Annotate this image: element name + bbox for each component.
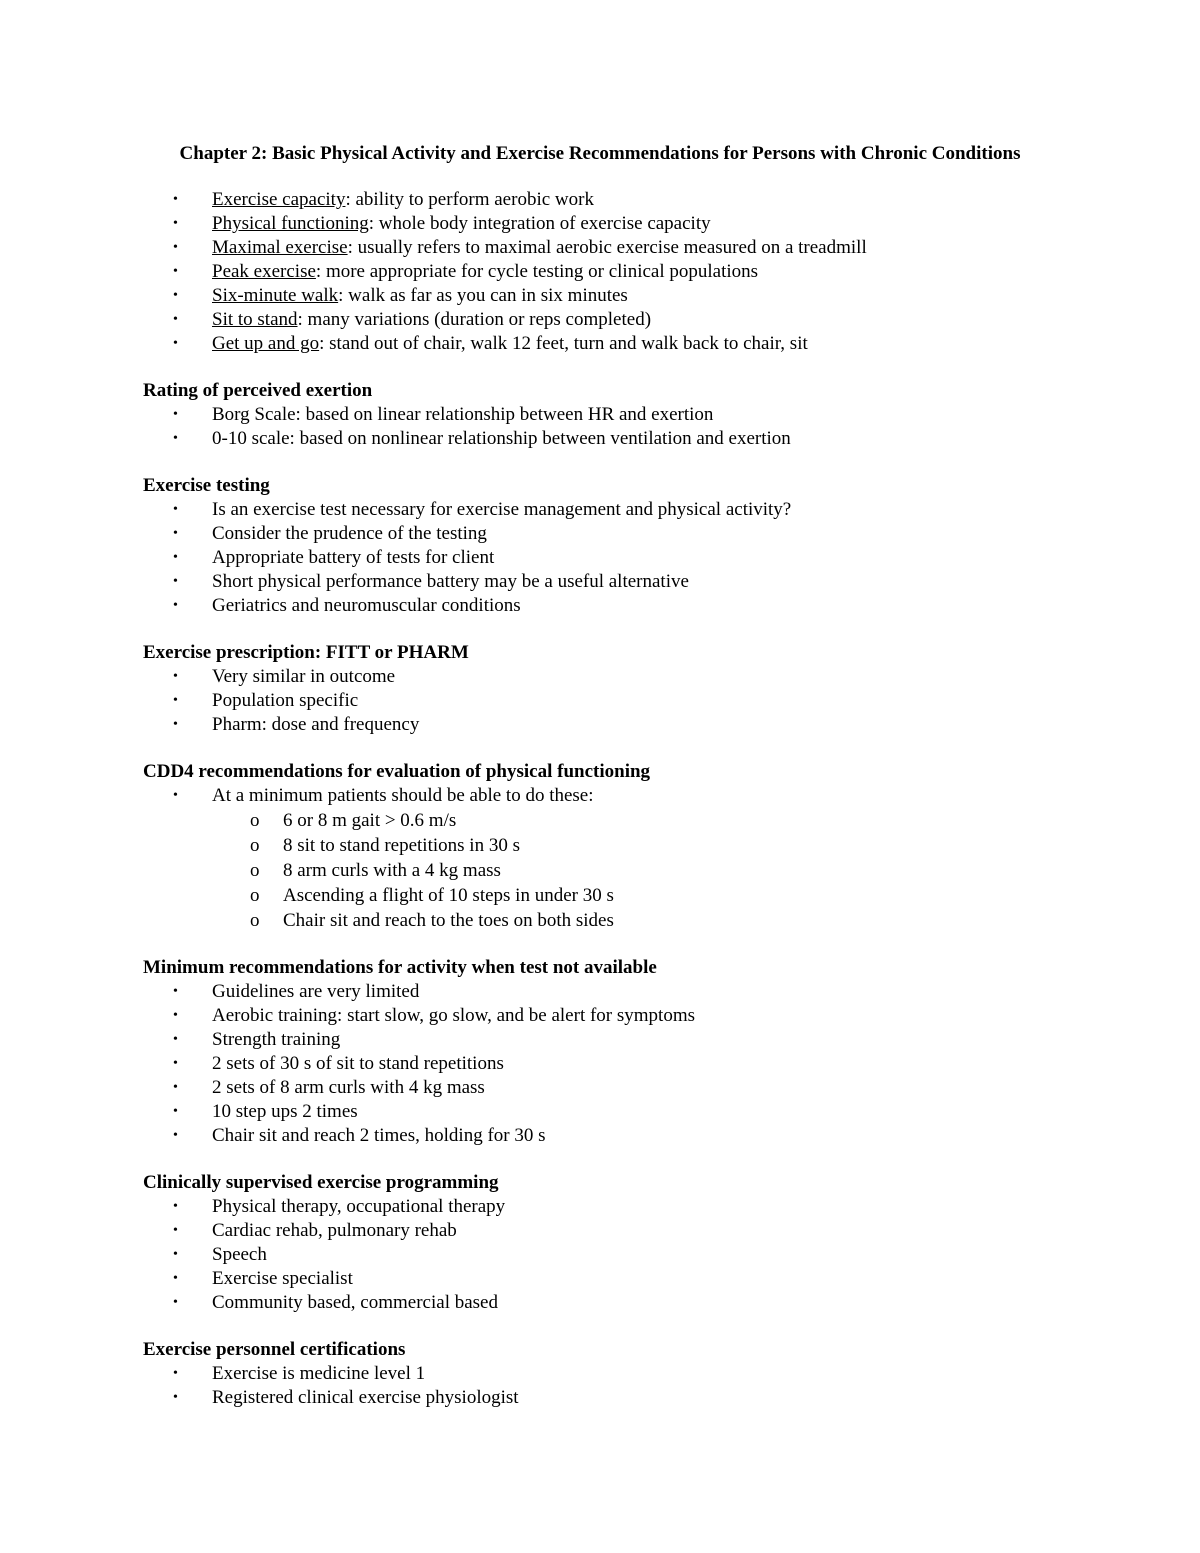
list-item-text: 2 sets of 30 s of sit to stand repetitions — [212, 1053, 504, 1074]
section-list — [143, 498, 1103, 618]
list-item-text: Geriatrics and neuromuscular conditions — [212, 595, 521, 616]
definition-term: Physical functioning — [212, 213, 369, 234]
list-item-text: Chair sit and reach 2 times, holding for 30 s — [212, 1125, 546, 1146]
list-item-text: Exercise specialist — [212, 1268, 353, 1289]
sub-list-item-text: 8 arm curls with a 4 kg mass — [283, 860, 501, 881]
list-item — [143, 1386, 1103, 1410]
bullet-icon: • — [173, 1199, 178, 1214]
sub-list-item — [143, 883, 1103, 908]
bullet-icon: • — [173, 1247, 178, 1262]
definition-text: : usually refers to maximal aerobic exercise measured on a treadmill — [347, 237, 867, 258]
section-heading: Exercise personnel certifications — [143, 1339, 406, 1360]
page-title: Chapter 2: Basic Physical Activity and Exercise Recommendations for Persons with Chronic Conditions — [179, 143, 1021, 164]
list-item — [143, 1124, 1103, 1148]
definitions-section — [143, 188, 1103, 356]
sub-list-item — [143, 908, 1103, 933]
list-item-text: At a minimum patients should be able to do these: — [212, 785, 594, 806]
sub-bullet-icon: o — [250, 860, 260, 881]
list-item — [143, 594, 1103, 618]
list-item — [143, 546, 1103, 570]
bullet-icon: • — [173, 288, 178, 303]
bullet-icon: • — [173, 336, 178, 351]
section-cdd4-recommendations — [143, 760, 1103, 933]
bullet-icon: • — [173, 788, 178, 803]
section-clinically-supervised — [143, 1171, 1103, 1315]
list-item-text: Is an exercise test necessary for exercise management and physical activity? — [212, 499, 792, 520]
list-item — [143, 689, 1103, 713]
document-page — [143, 142, 1103, 1433]
bullet-icon: • — [173, 1032, 178, 1047]
bullet-icon: • — [173, 669, 178, 684]
section-rating-perceived-exertion — [143, 379, 1103, 451]
section-heading: Minimum recommendations for activity when test not available — [143, 957, 657, 978]
bullet-icon: • — [173, 526, 178, 541]
list-item — [143, 1076, 1103, 1100]
definition-term: Get up and go — [212, 333, 320, 354]
section-list — [143, 665, 1103, 737]
sub-bullet-icon: o — [250, 885, 260, 906]
definition-term: Exercise capacity — [212, 189, 346, 210]
sub-list-item-text: Ascending a flight of 10 steps in under 30 s — [283, 885, 614, 906]
bullet-icon: • — [173, 693, 178, 708]
definition-term: Six-minute walk — [212, 285, 339, 306]
sub-bullet-icon: o — [250, 810, 260, 831]
list-item-text: 2 sets of 8 arm curls with 4 kg mass — [212, 1077, 485, 1098]
bullet-icon: • — [173, 264, 178, 279]
section-list — [143, 403, 1103, 451]
sub-list-item — [143, 833, 1103, 858]
section-heading: Exercise testing — [143, 475, 270, 496]
definition-text: : walk as far as you can in six minutes — [338, 285, 628, 306]
sub-list-item-text: Chair sit and reach to the toes on both sides — [283, 910, 614, 931]
bullet-icon: • — [173, 192, 178, 207]
bullet-icon: • — [173, 312, 178, 327]
sub-list-item — [143, 808, 1103, 833]
section-minimum-recommendations — [143, 956, 1103, 1148]
section-heading: Rating of perceived exertion — [143, 380, 373, 401]
bullet-icon: • — [173, 1128, 178, 1143]
list-item — [143, 1291, 1103, 1315]
bullet-icon: • — [173, 574, 178, 589]
section-exercise-testing — [143, 474, 1103, 618]
list-item — [143, 1219, 1103, 1243]
definition-text: : many variations (duration or reps completed) — [297, 309, 652, 330]
list-item-text: Guidelines are very limited — [212, 981, 420, 1002]
definition-term: Maximal exercise — [212, 237, 348, 258]
sub-bullet-icon: o — [250, 835, 260, 856]
definition-text: : stand out of chair, walk 12 feet, turn and walk back to chair, sit — [319, 333, 808, 354]
bullet-icon: • — [173, 1390, 178, 1405]
list-item — [143, 403, 1103, 427]
bullet-icon: • — [173, 598, 178, 613]
sub-list-item — [143, 858, 1103, 883]
list-item-text: Community based, commercial based — [212, 1292, 498, 1313]
list-item-text: Population specific — [212, 690, 359, 711]
definition-term: Peak exercise — [212, 261, 316, 282]
definition-text: : ability to perform aerobic work — [345, 189, 594, 210]
sub-bullet-icon: o — [250, 910, 260, 931]
list-item-text: Registered clinical exercise physiologist — [212, 1387, 519, 1408]
list-item-text: Pharm: dose and frequency — [212, 714, 420, 735]
bullet-icon: • — [173, 1295, 178, 1310]
list-item — [143, 713, 1103, 737]
list-item-text: Very similar in outcome — [212, 666, 396, 687]
definition-item — [143, 236, 1103, 260]
list-item — [143, 1362, 1103, 1386]
sub-list-item-text: 6 or 8 m gait > 0.6 m/s — [283, 810, 457, 831]
list-item-text: Short physical performance battery may be a useful alternative — [212, 571, 689, 592]
list-item — [143, 1243, 1103, 1267]
sub-list — [143, 808, 1103, 933]
section-list — [143, 980, 1103, 1148]
definition-text: : more appropriate for cycle testing or clinical populations — [315, 261, 759, 282]
list-item-text: Consider the prudence of the testing — [212, 523, 487, 544]
bullet-icon: • — [173, 550, 178, 565]
definition-item — [143, 284, 1103, 308]
bullet-icon: • — [173, 1223, 178, 1238]
bullet-icon: • — [173, 717, 178, 732]
section-exercise-prescription — [143, 641, 1103, 737]
list-item — [143, 498, 1103, 522]
section-heading: CDD4 recommendations for evaluation of physical functioning — [143, 761, 651, 782]
section-personnel-certifications — [143, 1338, 1103, 1410]
definition-item — [143, 332, 1103, 356]
list-item-text: Strength training — [212, 1029, 341, 1050]
list-item-text: 0-10 scale: based on nonlinear relationship between ventilation and exertion — [212, 428, 791, 449]
definition-item — [143, 308, 1103, 332]
bullet-icon: • — [173, 431, 178, 446]
bullet-icon: • — [173, 240, 178, 255]
definition-term: Sit to stand — [212, 309, 298, 330]
definition-item — [143, 188, 1103, 212]
bullet-icon: • — [173, 1080, 178, 1095]
bullet-icon: • — [173, 1366, 178, 1381]
list-item-text: Borg Scale: based on linear relationship between HR and exertion — [212, 404, 714, 425]
list-item — [143, 1100, 1103, 1124]
list-item-text: Cardiac rehab, pulmonary rehab — [212, 1220, 457, 1241]
bullet-icon: • — [173, 1008, 178, 1023]
list-item-text: Appropriate battery of tests for client — [212, 547, 495, 568]
definition-item — [143, 212, 1103, 236]
definition-text: : whole body integration of exercise capacity — [368, 213, 711, 234]
section-list — [143, 1362, 1103, 1410]
list-item — [143, 427, 1103, 451]
bullet-icon: • — [173, 984, 178, 999]
list-item-text: Aerobic training: start slow, go slow, and be alert for symptoms — [212, 1005, 695, 1026]
bullet-icon: • — [173, 1056, 178, 1071]
section-heading: Clinically supervised exercise programming — [143, 1172, 499, 1193]
list-item — [143, 784, 1103, 808]
sub-list-item-text: 8 sit to stand repetitions in 30 s — [283, 835, 520, 856]
list-item — [143, 1052, 1103, 1076]
list-item-text: Exercise is medicine level 1 — [212, 1363, 426, 1384]
bullet-icon: • — [173, 216, 178, 231]
list-item-text: Speech — [212, 1244, 267, 1265]
definitions-list — [143, 188, 1103, 356]
bullet-icon: • — [173, 407, 178, 422]
list-item — [143, 570, 1103, 594]
list-item — [143, 1028, 1103, 1052]
section-list — [143, 1195, 1103, 1315]
list-item — [143, 980, 1103, 1004]
list-item — [143, 522, 1103, 546]
section-list — [143, 784, 1103, 808]
list-item-text: Physical therapy, occupational therapy — [212, 1196, 506, 1217]
list-item — [143, 1004, 1103, 1028]
list-item-text: 10 step ups 2 times — [212, 1101, 358, 1122]
bullet-icon: • — [173, 1271, 178, 1286]
definition-item — [143, 260, 1103, 284]
list-item — [143, 1195, 1103, 1219]
bullet-icon: • — [173, 1104, 178, 1119]
list-item — [143, 665, 1103, 689]
bullet-icon: • — [173, 502, 178, 517]
list-item — [143, 1267, 1103, 1291]
section-heading: Exercise prescription: FITT or PHARM — [143, 642, 469, 663]
